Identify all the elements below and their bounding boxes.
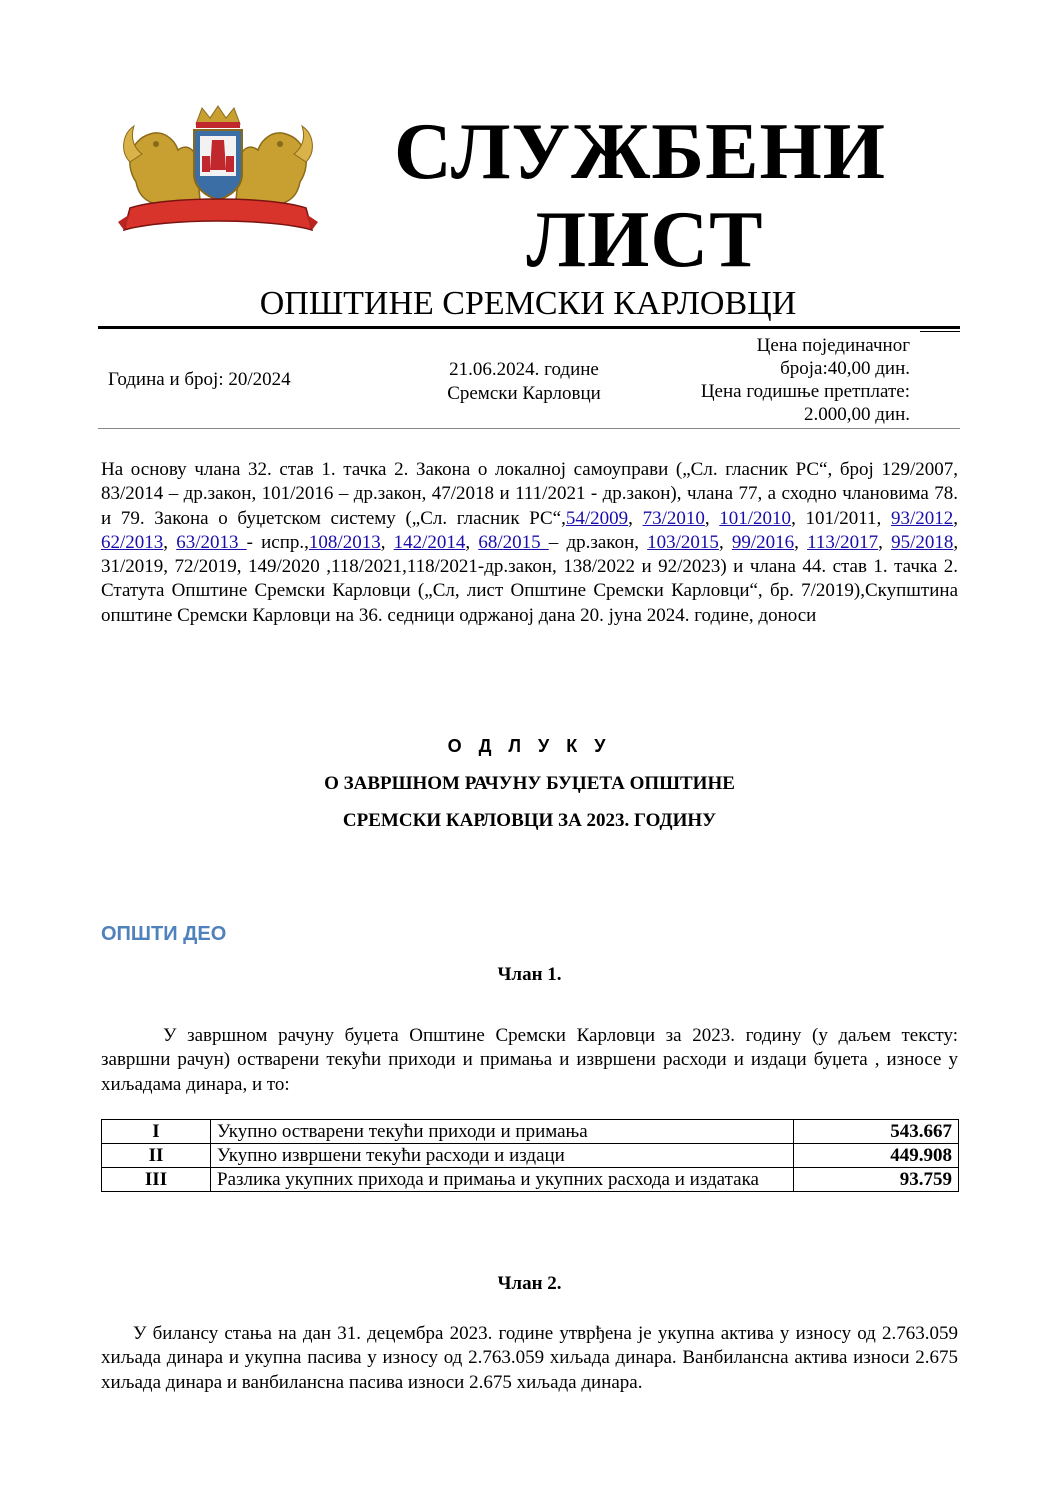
law-link-142-2014[interactable]: 142/2014 <box>393 531 466 553</box>
intro-sep: , <box>878 531 892 553</box>
row-label: Укупно остварени текући приходи и примања <box>211 1120 794 1144</box>
row-number: III <box>102 1168 211 1192</box>
issue-date: 21.06.2024. године <box>449 359 599 380</box>
law-link-108-2013[interactable]: 108/2013 <box>308 531 381 553</box>
law-link-103-2015[interactable]: 103/2015 <box>647 531 719 553</box>
law-link-68-2015[interactable]: 68/2015 <box>478 531 549 553</box>
law-link-63-2013[interactable]: 63/2013 <box>176 531 247 553</box>
row-number: I <box>102 1120 211 1144</box>
intro-paragraph <box>101 458 958 628</box>
law-link-113-2017[interactable]: 113/2017 <box>807 531 879 553</box>
intro-sep: , <box>718 531 732 553</box>
intro-sep: , <box>704 507 720 529</box>
table-row <box>102 1120 959 1144</box>
law-link-95-2018[interactable]: 95/2018 <box>891 531 954 553</box>
issue-place: Сремски Карловци <box>447 383 601 404</box>
budget-summary-table <box>101 1119 959 1192</box>
price-annual-line1: Цена годишње претплате: <box>700 381 910 402</box>
intro-sep: , <box>380 531 394 553</box>
masthead-title-line2: ЛИСТ <box>526 196 764 284</box>
law-link-62-2013[interactable]: 62/2013 <box>101 531 164 553</box>
header-bottom-rule <box>98 428 960 429</box>
intro-text-start: На основу члана 32. став 1. тачка 2. Закона о локалној самоуправи („Сл. гласник РС“, број 129/2007, 83/2014 – др.закон, 101/2016 – др.закон, 47/2018 и 111/2021 - др.закон), члана 77, а сходно члановима 78. и 79. Закона о буџетском систему („Сл. гласник РС“, <box>101 459 958 529</box>
row-label: Укупно извршени текући расходи и издаци <box>211 1144 794 1168</box>
article1-heading: Члан 1. <box>497 964 562 985</box>
intro-sep: , <box>953 507 959 529</box>
intro-sep: – др.закон, <box>548 531 648 553</box>
intro-sep: , 101/2011, <box>791 507 891 529</box>
decision-word: О Д Л У К У <box>447 736 612 756</box>
intro-sep: , <box>465 531 479 553</box>
row-label: Разлика укупних прихода и примања и укупних расхода и издатака <box>211 1168 794 1192</box>
article1-text: У завршном рачуну буџета Општине Сремски Карловци за 2023. годину (у даљем тексту: завршни рачун) остварени текући приходи и примања и извршени расходи и издаци буџета , износе у хиљадама динара, и то: <box>101 1025 958 1095</box>
section-heading-general: ОПШТИ ДЕО <box>101 923 227 945</box>
article2-text: У билансу стања на дан 31. децембра 2023. године утврђена је укупна актива у износу од 2.763.059 хиљада динара и укупна пасива у износу од 2.763.059 хиљада динара. Ванбилансна актива износи 2.675 хиљада динара и ванбилансна пасива износи 2.675 хиљада динара. <box>101 1323 958 1393</box>
row-number: II <box>102 1144 211 1168</box>
intro-sep: , <box>163 531 177 553</box>
law-link-54-2009[interactable]: 54/2009 <box>565 507 629 529</box>
intro-sep: , <box>628 507 643 529</box>
row-value: 543.667 <box>794 1120 959 1144</box>
table-row <box>102 1144 959 1168</box>
law-link-93-2012[interactable]: 93/2012 <box>890 507 954 529</box>
header-top-rule-secondary <box>920 331 960 332</box>
masthead-title-line1: СЛУЖБЕНИ <box>394 108 886 196</box>
intro-sep: - испр., <box>246 531 309 553</box>
price-single-line2: броја:40,00 дин. <box>780 358 910 379</box>
intro-text-end: , 31/2019, 72/2019, 149/2020 ,118/2021,118/2021-др.закон, 138/2022 и 92/2023) и члана 44. став 1. тачка 2. Статута Општине Сремски Карловци („Сл, лист Општине Сремски Карловци“, бр. 7/2019),Скупштина општине Сремски Карловци на 36. седници одржаној дана 20. јуна 2024. године, доноси <box>101 531 959 626</box>
masthead-subtitle: ОПШТИНЕ СРЕМСКИ КАРЛОВЦИ <box>259 285 797 322</box>
issue-number: Година и број: 20/2024 <box>108 369 291 390</box>
law-link-99-2016[interactable]: 99/2016 <box>731 531 795 553</box>
price-info <box>640 334 910 426</box>
row-value: 449.908 <box>794 1144 959 1168</box>
coat-of-arms-griffins-icon <box>116 104 320 238</box>
price-single-line1: Цена појединачног <box>756 335 910 356</box>
law-link-73-2010[interactable]: 73/2010 <box>642 507 705 529</box>
decision-title-line1: О ЗАВРШНОМ РАЧУНУ БУЏЕТА ОПШТИНЕ <box>324 773 735 794</box>
law-link-101-2010[interactable]: 101/2010 <box>719 507 792 529</box>
row-value: 93.759 <box>794 1168 959 1192</box>
decision-title-line2: СРЕМСКИ КАРЛОВЦИ ЗА 2023. ГОДИНУ <box>342 810 717 831</box>
issue-date-place <box>418 358 630 406</box>
price-annual-line2: 2.000,00 дин. <box>803 404 910 425</box>
article2-heading: Члан 2. <box>497 1273 562 1294</box>
table-row <box>102 1168 959 1192</box>
intro-sep: , <box>794 531 808 553</box>
header-top-rule <box>98 326 960 329</box>
